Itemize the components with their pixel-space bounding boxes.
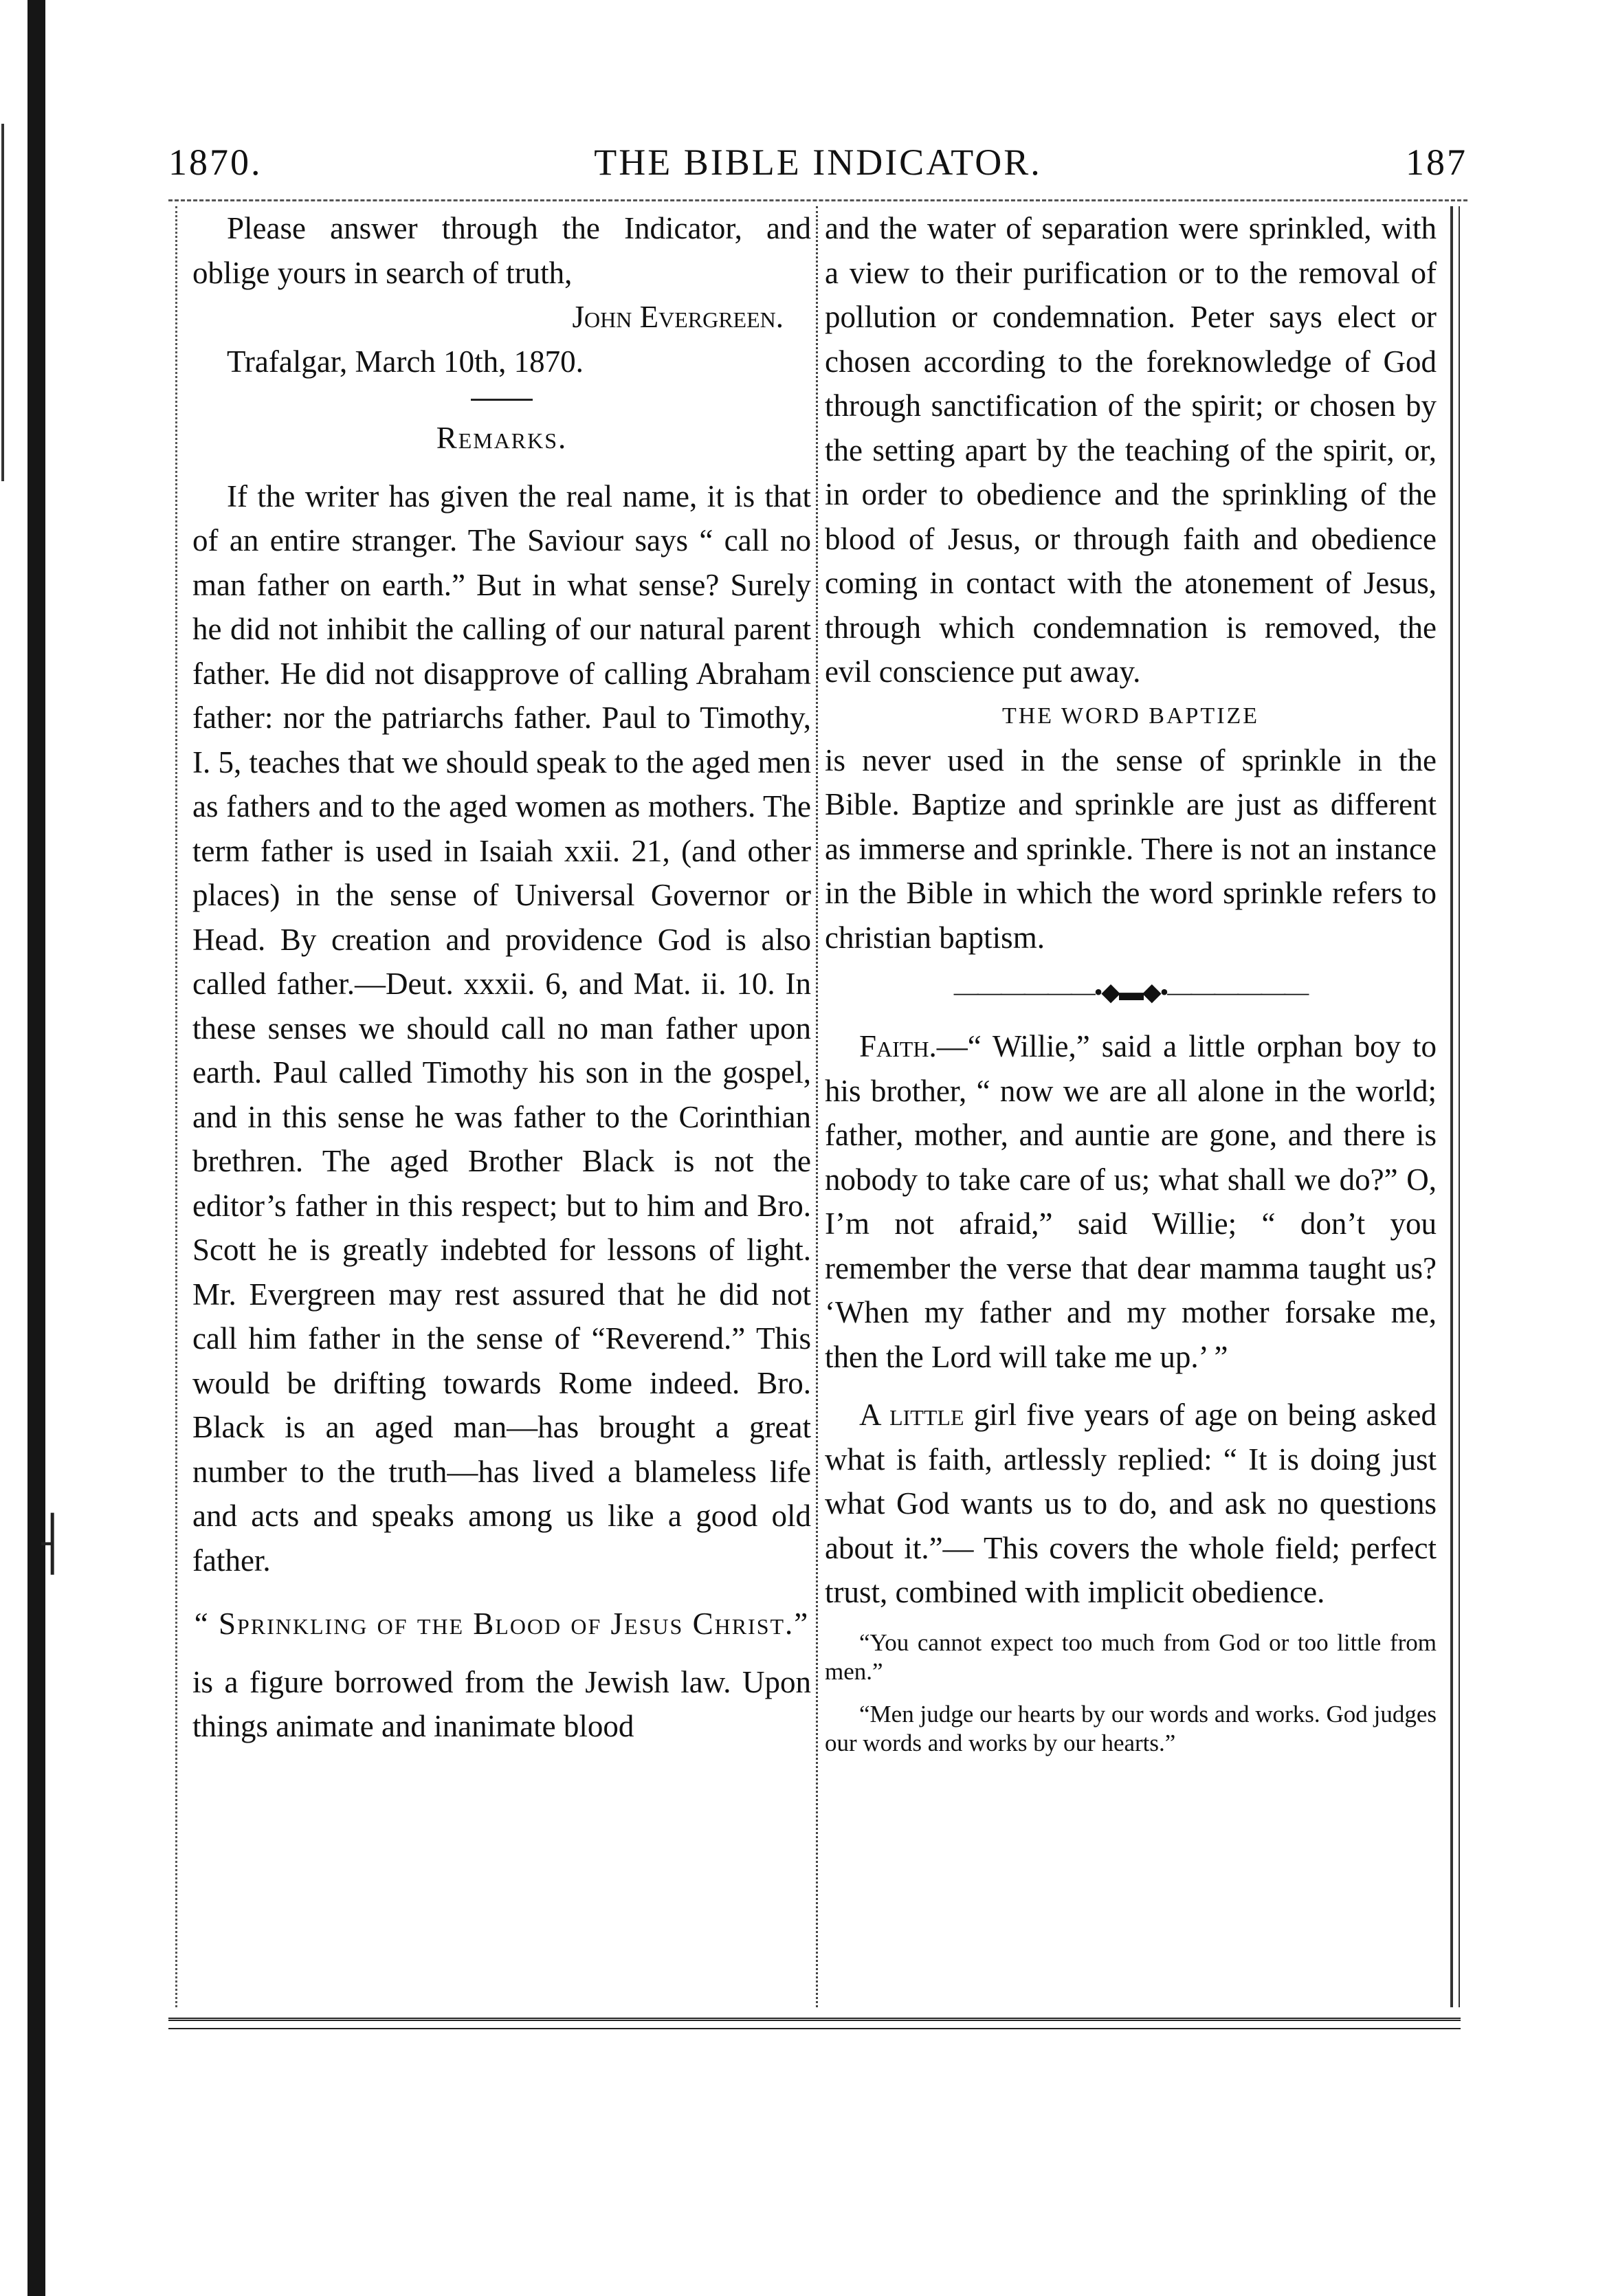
remarks-heading: Remarks. [436, 421, 568, 455]
right-border-rule-inner [1459, 206, 1460, 2007]
header-rule [168, 199, 1467, 201]
left-margin-rule [175, 206, 177, 2007]
faith-lead: Faith. [859, 1029, 937, 1063]
left-column [192, 206, 811, 2007]
faith-paragraph [825, 1024, 1437, 1379]
header-year: 1870. [168, 142, 263, 183]
little-girl-lead: A little [859, 1398, 964, 1432]
running-header [168, 141, 1467, 189]
column-divider [816, 206, 818, 2007]
binding-shadow [27, 0, 45, 2296]
little-girl-body: girl five years of age on being asked what is faith, artlessly replied: “ It is doing just what God wants us to do, and ask no questions about it.”— This covers the whole field; perfect trust, combined with implicit obedience. [825, 1398, 1437, 1609]
quote-men-judge: “Men judge our hearts by our words and works. God judges our words and works by our hearts.” [825, 1700, 1437, 1756]
section-rule [471, 399, 533, 401]
sprinkling-heading: “ Sprinkling of the Blood of Jesus Christ.” [194, 1607, 810, 1641]
sprinkling-continuation: and the water of separation were sprinkled, with a view to their purification or to the removal of pollution or condemnation. Peter says elect or chosen according to the foreknowledge of God through sanctification of the spirit; or chosen by the setting apart by the teaching of the spirit, or, in order to obedience and the sprinkling of the blood of Jesus, or through faith and obedience coming in contact with the atonement of Jesus, through which condemnation is removed, the evil conscience put away. [825, 211, 1437, 689]
letter-dateline: Trafalgar, March 10th, 1870. [227, 344, 584, 379]
margin-mark: ⸡ [30, 1505, 65, 1574]
remarks-body: If the writer has given the real name, it is that of an entire stranger. The Saviour says “ call no man father on earth.” But in what sense? Surely he did not inhibit the calling of our natural parent father. He did not disapprove of calling Abraham father: nor the patriarchs father. Paul to Timothy, I. 5, teaches that we should speak to the aged men as fathers and to the aged women as mothers. The term father is used in Isaiah xxii. 21, (and other places) in the sense of Universal Governor or Head. By creation and providence God is also called father.—Deut. xxxii. 6, and Mat. ii. 10. In these senses we should call no man father upon earth. Paul called Timothy his son in the gospel, and in this sense he was father to the Corinthian brethren. The aged Brother Black is not the editor’s father in this respect; but to him and Bro. Scott he is greatly indebted for lessons of light. Mr. Evergreen may rest assured that he did not call him father in the sense of “Reverend.” This would be drifting towards Rome indeed. Bro. Black is an aged man—has brought a great number to the truth—has lived a blameless life and acts and speaks among us like a good old father. [192, 478, 811, 1578]
ornament-divider: ——————•◆▬◆•—————— [953, 978, 1308, 1006]
bottom-rule-inner [168, 2028, 1461, 2029]
letter-closing: Please answer through the Indicator, and oblige yours in search of truth, [192, 211, 811, 290]
page-number: 187 [1406, 142, 1467, 183]
baptize-heading: THE WORD BAPTIZE [1001, 703, 1260, 729]
sprinkling-body: is a figure borrowed from the Jewish law. Upon things animate and inanimate blood [192, 1664, 811, 1743]
right-border-rule [1450, 206, 1453, 2007]
faith-body: —“ Willie,” said a little orphan boy to his brother, “ now we are all alone in the world; father, mother, and auntie are gone, and there is nobody to take care of us; what shall we do?” O, I’m not afraid,” said Willie; “ don’t you remember the verse that dear mamma taught us? ‘When my father and my mother forsake me, then the Lord will take me up.’ ” [825, 1029, 1437, 1374]
quote-expect: “You cannot expect too much from God or too little from men.” [825, 1629, 1437, 1685]
letter-signature: John Evergreen. [572, 300, 784, 334]
header-title: THE BIBLE INDICATOR. [594, 142, 1042, 183]
right-column [825, 206, 1437, 2007]
baptize-body: is never used in the sense of sprinkle in the Bible. Baptize and sprinkle are just as different as immerse and sprinkle. There is not an instance in the Bible in which the word sprinkle refers to christian baptism. [825, 742, 1437, 955]
binding-edge [1, 124, 4, 481]
bottom-rule [168, 2018, 1461, 2021]
little-girl-paragraph [825, 1393, 1437, 1615]
